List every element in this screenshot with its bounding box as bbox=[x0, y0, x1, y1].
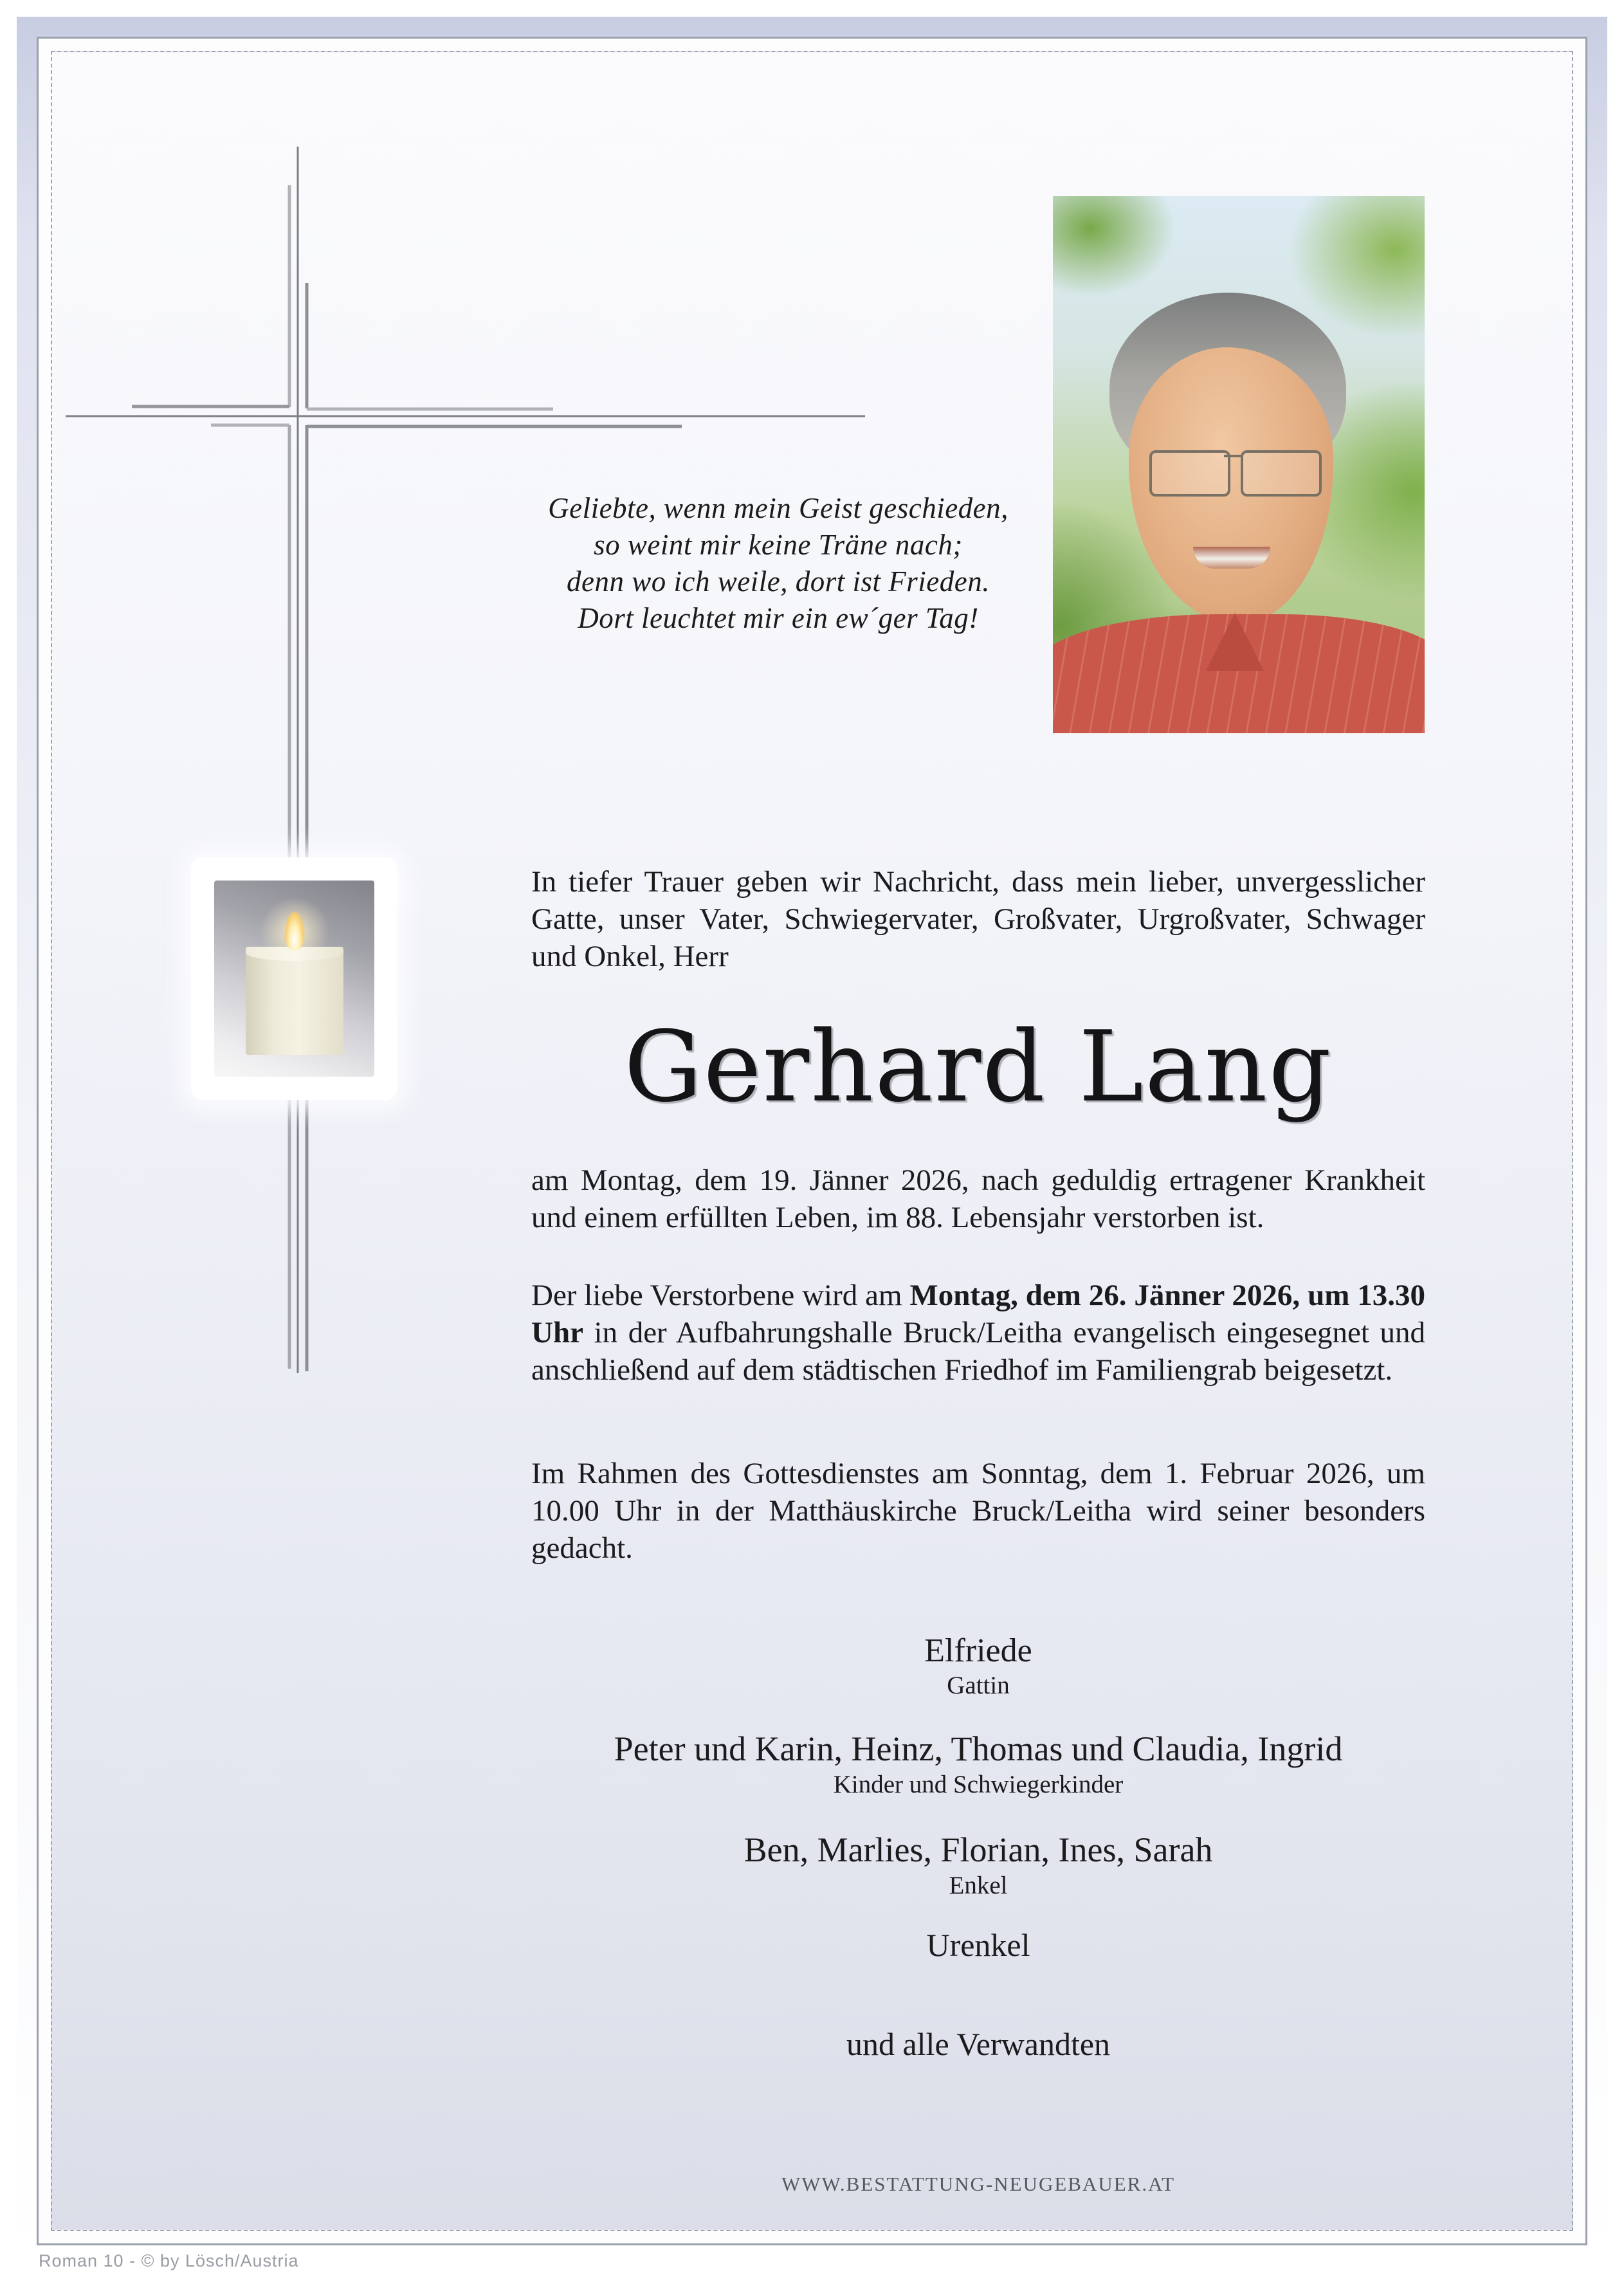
funeral-text-pre: Der liebe Verstorbene wird am bbox=[531, 1279, 910, 1312]
mourners-list bbox=[531, 1632, 1425, 2062]
memorial-service-paragraph: Im Rahmen des Gottesdienstes am Sonntag, dem 1. Februar 2026, um 10.00 Uhr in der Matthäuskirche Bruck/Leitha wird seiner besonders gedacht. bbox=[531, 1457, 1425, 1565]
candle-body bbox=[246, 947, 343, 1055]
mourner-row bbox=[531, 1830, 1425, 1901]
mourner-row bbox=[531, 1927, 1425, 1963]
poem-line: Geliebte, wenn mein Geist geschieden, bbox=[548, 492, 1008, 524]
mourner-row bbox=[531, 2026, 1425, 2062]
mourner-names: und alle Verwandten bbox=[846, 2025, 1111, 2062]
mourner-relation: Gattin bbox=[947, 1672, 1010, 1700]
deceased-name: Gerhard Lang bbox=[624, 1010, 1333, 1124]
memorial-poem bbox=[392, 490, 1164, 637]
mourner-row bbox=[531, 1632, 1425, 1701]
poem-line: denn wo ich weile, dort ist Frieden. bbox=[567, 565, 990, 598]
candle-photo-background bbox=[214, 881, 374, 1077]
funeral-text-post: in der Aufbahrungshalle Bruck/Leitha evangelisch eingesegnet und anschließend auf dem städtischen Friedhof im Familiengrab beigesetzt. bbox=[531, 1316, 1425, 1387]
mourner-names: Elfriede bbox=[924, 1632, 1032, 1669]
candle-image bbox=[191, 857, 397, 1100]
mourner-row bbox=[531, 1730, 1425, 1800]
print-credit: Roman 10 - © by Lösch/Austria bbox=[39, 2251, 299, 2270]
funeral-date-time: Montag, dem 26. Jänner 2026, um 13.30 Uhr bbox=[531, 1279, 1425, 1349]
portrait-photo bbox=[1053, 196, 1425, 733]
mourner-names: Peter und Karin, Heinz, Thomas und Claudia, Ingrid bbox=[614, 1730, 1343, 1769]
mourner-names: Ben, Marlies, Florian, Ines, Sarah bbox=[744, 1830, 1213, 1870]
announcement-paragraph: In tiefer Trauer geben wir Nachricht, dass mein lieber, unvergesslicher Gatte, unser Vater, Schwiegervater, Großvater, Urgroßvater, Schwager und Onkel, Herr bbox=[531, 865, 1425, 973]
glasses-bridge bbox=[1224, 455, 1242, 457]
mourner-relation: Enkel bbox=[949, 1871, 1008, 1899]
death-info-paragraph: am Montag, dem 19. Jänner 2026, nach geduldig ertragener Krankheit und einem erfüllten Leben, im 88. Lebensjahr verstorben ist. bbox=[531, 1164, 1425, 1234]
portrait-smile bbox=[1193, 547, 1270, 569]
glasses-icon bbox=[1241, 450, 1322, 497]
funeral-info-paragraph bbox=[531, 1277, 1425, 1389]
poem-line: Dort leuchtet mir ein ew´ger Tag! bbox=[578, 602, 979, 634]
mourner-names: Urenkel bbox=[926, 1926, 1030, 1963]
funeral-home-url: WWW.BESTATTUNG-NEUGEBAUER.AT bbox=[781, 2173, 1176, 2195]
mourner-relation: Kinder und Schwiegerkinder bbox=[833, 1770, 1124, 1798]
poem-line: so weint mir keine Träne nach; bbox=[594, 529, 963, 561]
